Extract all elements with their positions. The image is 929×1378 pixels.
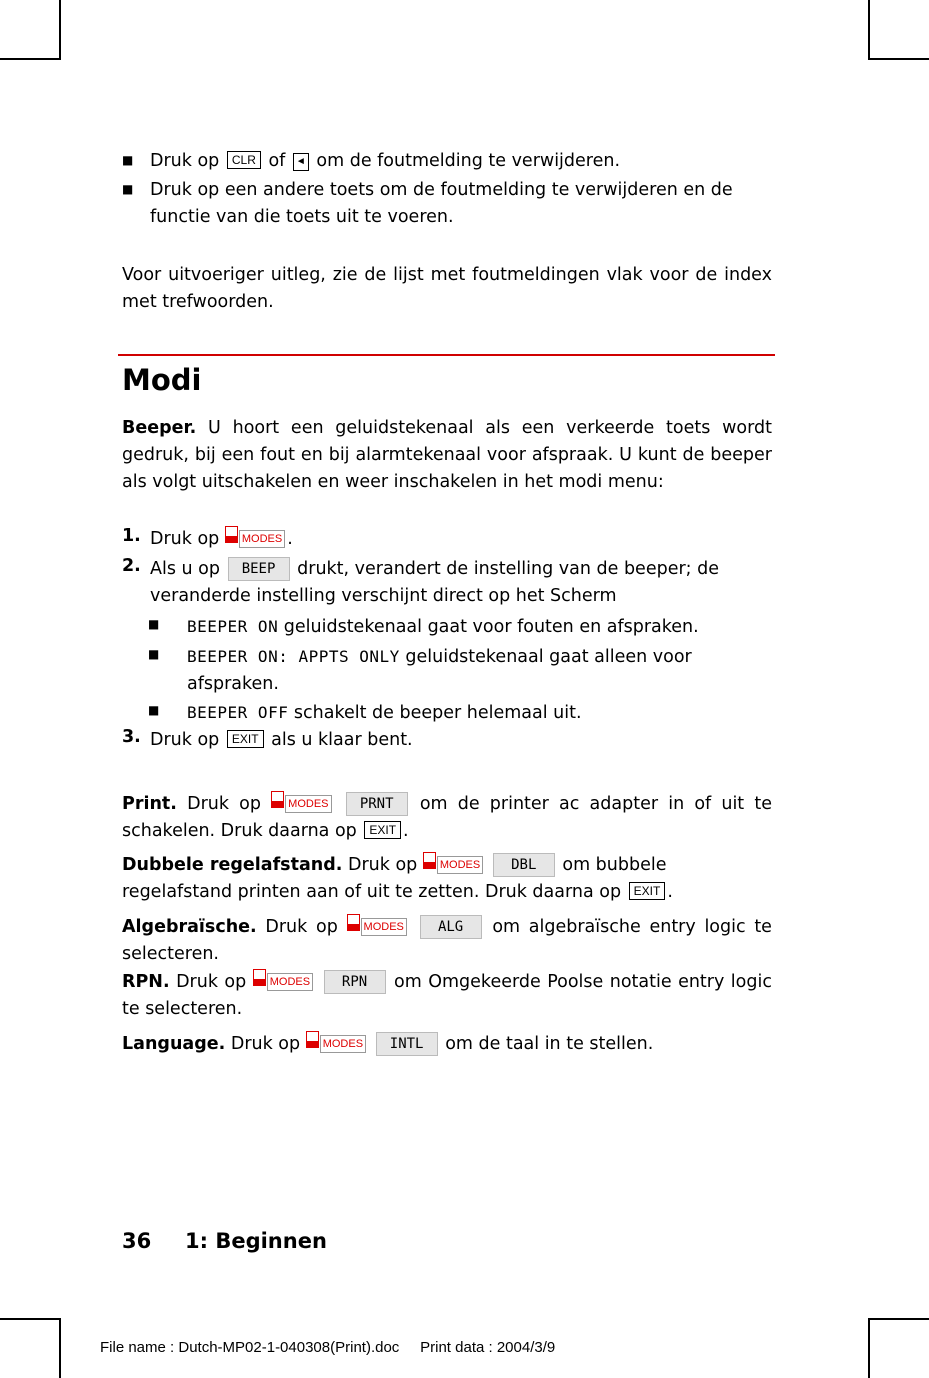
intl-softkey-icon: INTL	[376, 1032, 438, 1056]
crop-mark	[868, 0, 870, 60]
rpn-paragraph: RPN. Druk op MODES RPN om Omgekeerde Poolse notatie entry logic te selecteren.	[122, 969, 772, 1023]
sub-bullet-item: BEEPER ON: APPTS ONLY geluidstekenaal gaat alleen voor afspraken.	[187, 647, 692, 694]
prnt-softkey-icon: PRNT	[346, 792, 408, 816]
step-number: 3.	[122, 727, 141, 747]
algebra-label: Algebraïsche.	[122, 917, 257, 937]
sub-bullet-item: BEEPER ON geluidstekenaal gaat voor fouten en afspraken.	[187, 617, 699, 637]
bullet-item: Druk op een andere toets om de foutmelding te verwijderen en de functie van die toets uit te voeren.	[150, 180, 733, 227]
bullet-item: Druk op CLR of ◄ om de foutmelding te verwijderen.	[150, 151, 621, 171]
bullet-icon: ■	[148, 617, 160, 631]
exit-key-icon: EXIT	[629, 882, 666, 900]
chapter-title: 1: Beginnen	[185, 1229, 327, 1253]
bullet-icon: ■	[148, 647, 160, 661]
dbl-softkey-icon: DBL	[493, 853, 555, 877]
rpn-label: RPN.	[122, 972, 170, 992]
shift-key-icon	[423, 852, 436, 869]
crop-mark	[869, 1318, 929, 1320]
shift-key-icon	[253, 969, 266, 986]
exit-key-icon: EXIT	[364, 821, 401, 839]
section-rule	[118, 354, 775, 356]
page-number: 36	[122, 1229, 152, 1253]
beeper-paragraph: Beeper. U hoort een geluidstekenaal als een verkeerde toets wordt gedruk, bij een fout en bij alarmtekenaal voor afspraak. U kunt de beeper als volgt uitschakelen en weer inschakelen in het modi menu:	[122, 418, 772, 492]
dubbele-paragraph: Dubbele regelafstand. Druk op MODES DBL om bubbele regelafstand printen aan of uit te zetten. Druk daarna op EXIT .	[122, 852, 772, 906]
crop-mark	[0, 58, 60, 60]
display-text: BEEPER OFF	[187, 703, 289, 722]
rpn-softkey-icon: RPN	[324, 970, 386, 994]
modes-key-icon: MODES	[267, 973, 313, 991]
section-title: Modi	[122, 363, 202, 397]
step-text: Druk op EXIT als u klaar bent.	[150, 730, 413, 750]
language-label: Language.	[122, 1034, 226, 1054]
crop-mark	[0, 1318, 60, 1320]
display-text: BEEPER ON: APPTS ONLY	[187, 647, 400, 666]
shift-key-icon	[225, 526, 238, 543]
step-number: 1.	[122, 526, 141, 546]
crop-mark	[868, 1318, 870, 1378]
clr-key-icon: CLR	[227, 151, 261, 169]
intro-paragraph: Voor uitvoeriger uitleg, zie de lijst met foutmeldingen vlak voor de index met trefwoorden.	[122, 265, 772, 312]
backspace-key-icon: ◄	[293, 153, 309, 171]
algebra-paragraph: Algebraïsche. Druk op MODES ALG om algebraïsche entry logic te selecteren.	[122, 914, 772, 968]
modes-key-icon: MODES	[320, 1035, 366, 1053]
print-paragraph: Print. Druk op MODES PRNT om de printer ac adapter in of uit te schakelen. Druk daarna op EXIT .	[122, 791, 772, 845]
language-paragraph: Language. Druk op MODES INTL om de taal in te stellen.	[122, 1031, 772, 1058]
modes-key-icon: MODES	[361, 918, 407, 936]
crop-mark	[59, 1318, 61, 1378]
alg-softkey-icon: ALG	[420, 915, 482, 939]
modes-key-icon: MODES	[285, 795, 331, 813]
bullet-icon: ■	[148, 703, 160, 717]
step-text: Als u op BEEP drukt, verandert de instelling van de beeper; de veranderde instelling verschijnt direct op het Scherm	[150, 559, 719, 606]
shift-key-icon	[347, 914, 360, 931]
shift-key-icon	[306, 1031, 319, 1048]
beeper-label: Beeper.	[122, 418, 197, 438]
modes-key-icon: MODES	[437, 856, 483, 874]
display-text: BEEPER ON	[187, 617, 279, 636]
bullet-icon: ■	[122, 153, 134, 167]
sub-bullet-item: BEEPER OFF schakelt de beeper helemaal uit.	[187, 703, 582, 723]
beep-softkey-icon: BEEP	[228, 557, 290, 581]
exit-key-icon: EXIT	[227, 730, 264, 748]
file-info: File name : Dutch-MP02-1-040308(Print).doc Print data : 2004/3/9	[100, 1339, 556, 1356]
step-number: 2.	[122, 556, 141, 576]
dubbele-label: Dubbele regelafstand.	[122, 855, 343, 875]
crop-mark	[59, 0, 61, 60]
shift-key-icon	[271, 791, 284, 808]
modes-key-icon: MODES	[239, 530, 285, 548]
print-label: Print.	[122, 794, 177, 814]
crop-mark	[869, 58, 929, 60]
step-text: Druk op MODES .	[150, 526, 780, 553]
bullet-icon: ■	[122, 182, 134, 196]
